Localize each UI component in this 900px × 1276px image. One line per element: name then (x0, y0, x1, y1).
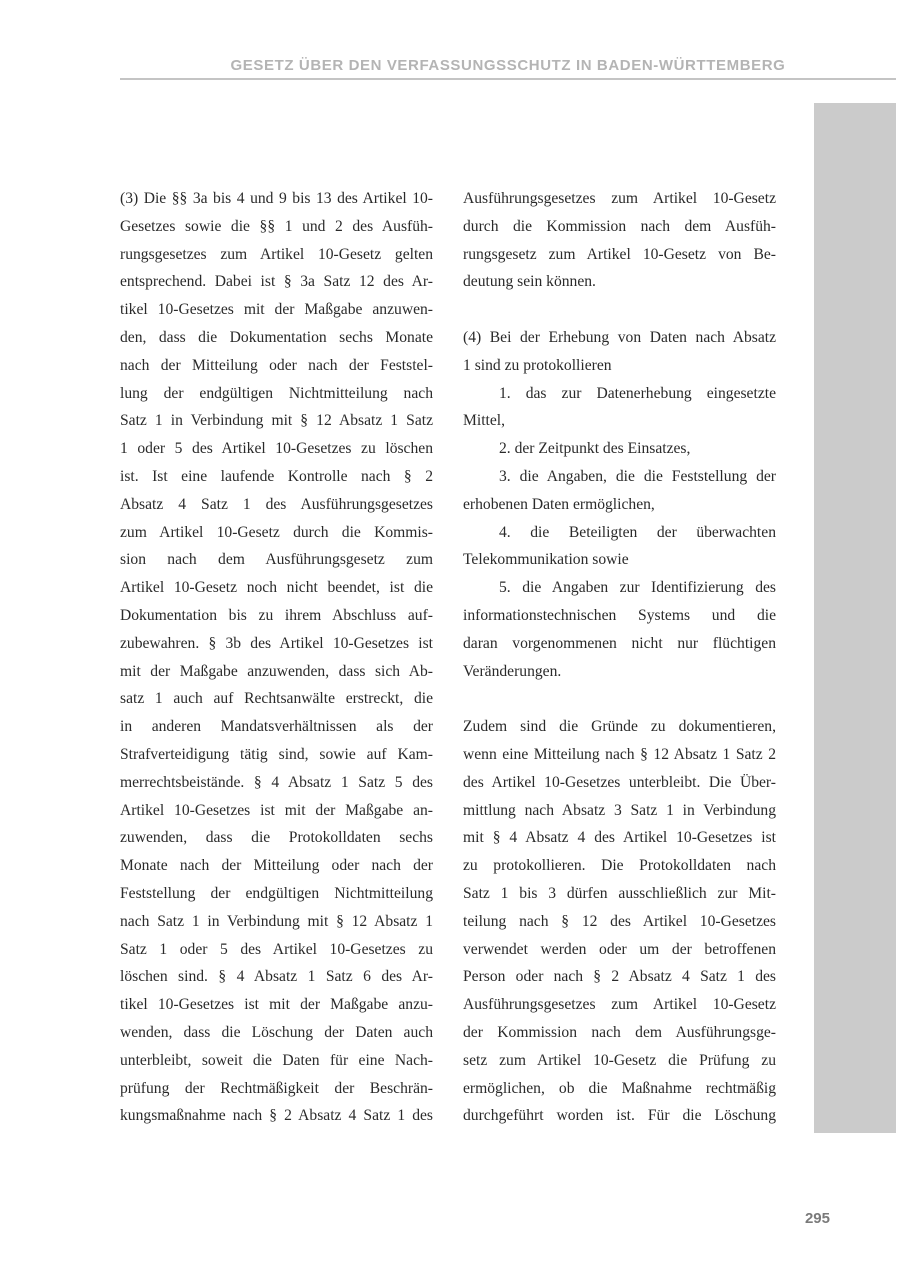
paragraph-continuation (463, 185, 776, 296)
text-line: setz zum Artikel 10-Gesetz die Prüfung zu (463, 1051, 776, 1069)
text-line: (3) Die §§ 3a bis 4 und 9 bis 13 des Artikel 10- (120, 190, 433, 207)
text-line: zu protokollieren. Die Protokolldaten nach (463, 857, 776, 875)
text-line: 3. die Angaben, die die Feststellung der (499, 467, 776, 485)
text-line: daran vorgenommenen nicht nur flüchtigen (463, 634, 776, 652)
text-line: informationstechnischen Systems und die (463, 606, 776, 624)
text-line: löschen sind. § 4 Absatz 1 Satz 6 des Ar- (120, 968, 433, 986)
text-line: 1. das zur Datenerhebung eingesetzte (499, 384, 776, 402)
text-line: merrechtsbeistände. § 4 Absatz 1 Satz 5 des (120, 773, 433, 791)
text-line: wenden, dass die Löschung der Daten auch (120, 1023, 433, 1041)
text-line: Gesetzes sowie die §§ 1 und 2 des Ausfüh- (120, 217, 433, 235)
text-line: Satz 1 bis 3 dürfen ausschließlich zur Mit- (463, 884, 776, 902)
text-line: zubewahren. § 3b des Artikel 10-Gesetzes ist (120, 634, 433, 652)
text-line: Satz 1 in Verbindung mit § 12 Absatz 1 Satz (120, 412, 433, 430)
text-line: tikel 10-Gesetzes ist mit der Maßgabe anzu- (120, 996, 433, 1014)
list-item (463, 574, 776, 685)
text-line: Feststellung der endgültigen Nichtmitteilung (120, 884, 433, 902)
protocol-list (463, 380, 776, 686)
text-line: zuwenden, dass die Protokolldaten sechs (120, 829, 433, 847)
text-line: sion nach dem Ausführungsgesetz zum (120, 551, 433, 569)
right-column (463, 185, 776, 1130)
text-line: 5. die Angaben zur Identifizierung des (499, 579, 776, 597)
text-line: unterbleibt, soweit die Daten für eine Nach- (120, 1051, 433, 1069)
text-line: Mittel, (463, 412, 506, 430)
text-line: Telekommunikation sowie (463, 551, 629, 569)
text-line: tikel 10-Gesetzes mit der Maßgabe anzuwen- (120, 301, 433, 319)
text-line: durch die Kommission nach dem Ausfüh- (463, 217, 776, 235)
text-line: Absatz 4 Satz 1 des Ausführungsgesetzes (120, 495, 433, 513)
header-title: GESETZ ÜBER DEN VERFASSUNGSSCHUTZ IN BADEN-WÜRTTEMBERG (230, 57, 786, 74)
text-line: 4. die Beteiligten der überwachten (499, 523, 776, 541)
text-line: (4) Bei der Erhebung von Daten nach Absatz (463, 328, 776, 346)
text-line: zum Artikel 10-Gesetz durch die Kommis- (120, 523, 433, 541)
text-line: Dokumentation bis zu ihrem Abschluss auf- (120, 606, 433, 624)
text-line: in anderen Mandatsverhältnissen als der (120, 718, 433, 736)
text-line: satz 1 auch auf Rechtsanwälte erstreckt, die (120, 690, 433, 708)
text-line: Satz 1 oder 5 des Artikel 10-Gesetzes zu (120, 940, 433, 958)
text-line: rungsgesetz zum Artikel 10-Gesetz von Be- (463, 245, 776, 263)
text-line: wenn eine Mitteilung nach § 12 Absatz 1 Satz 2 (463, 745, 776, 763)
text-line: entsprechend. Dabei ist § 3a Satz 12 des Ar- (120, 273, 433, 291)
list-item (463, 380, 776, 436)
text-line: mit der Maßgabe anzuwenden, dass sich Ab- (120, 662, 433, 680)
text-line: Veränderungen. (463, 662, 562, 680)
header-rule (120, 78, 896, 80)
text-line: mittlung nach Absatz 3 Satz 1 in Verbindung (463, 801, 776, 819)
text-line: Monate nach der Mitteilung oder nach der (120, 857, 433, 875)
list-item (463, 435, 776, 463)
text-line: Person oder nach § 2 Absatz 4 Satz 1 des (463, 968, 776, 986)
text-line: erhobenen Daten ermöglichen, (463, 495, 655, 513)
text-line: mit § 4 Absatz 4 des Artikel 10-Gesetzes ist (463, 829, 776, 847)
text-line: ist. Ist eine laufende Kontrolle nach § 2 (120, 467, 433, 485)
text-line: des Artikel 10-Gesetzes unterbleibt. Die Über- (463, 773, 776, 791)
text-line: Artikel 10-Gesetz noch nicht beendet, ist die (120, 579, 433, 597)
text-line: verwendet werden oder um der betroffenen (463, 940, 776, 958)
text-line: kungsmaßnahme nach § 2 Absatz 4 Satz 1 des (120, 1107, 433, 1125)
list-item (463, 463, 776, 519)
text-line: Ausführungsgesetzes zum Artikel 10-Gesetz (463, 996, 776, 1014)
text-line: 1 oder 5 des Artikel 10-Gesetzes zu löschen (120, 440, 433, 458)
text-line: nach der Mitteilung oder nach der Feststel- (120, 356, 433, 374)
left-column (120, 185, 433, 1130)
text-line: prüfung der Rechtmäßigkeit der Beschrän- (120, 1079, 433, 1097)
text-line: Artikel 10-Gesetzes ist mit der Maßgabe an- (120, 801, 433, 819)
text-line: rungsgesetzes zum Artikel 10-Gesetz gelten (120, 245, 433, 263)
paragraph-gap (463, 685, 776, 713)
text-line: durchgeführt worden ist. Für die Löschung (463, 1107, 776, 1125)
text-line: deutung sein können. (463, 273, 596, 291)
paragraph-4 (463, 324, 776, 380)
text-line: teilung nach § 12 des Artikel 10-Gesetzes (463, 912, 776, 930)
page-number: 295 (804, 1210, 830, 1227)
text-line: 1 sind zu protokollieren (463, 356, 612, 374)
text-line: den, dass die Dokumentation sechs Monate (120, 328, 433, 346)
side-thumb-tab (814, 103, 896, 1133)
text-line: Ausführungsgesetzes zum Artikel 10-Gesetz (463, 190, 776, 207)
text-line: der Kommission nach dem Ausführungsge- (463, 1023, 776, 1041)
paragraph-3 (120, 185, 433, 1130)
paragraph-final (463, 713, 776, 1130)
text-line: Strafverteidigung tätig sind, sowie auf Kam- (120, 745, 433, 763)
paragraph-gap (463, 296, 776, 324)
text-line: lung der endgültigen Nichtmitteilung nach (120, 384, 433, 402)
text-line: ermöglichen, ob die Maßnahme rechtmäßig (463, 1079, 776, 1097)
text-line: Zudem sind die Gründe zu dokumentieren, (463, 718, 776, 736)
list-item (463, 519, 776, 575)
text-line: nach Satz 1 in Verbindung mit § 12 Absatz 1 (120, 912, 433, 930)
text-line: 2. der Zeitpunkt des Einsatzes, (499, 440, 691, 458)
